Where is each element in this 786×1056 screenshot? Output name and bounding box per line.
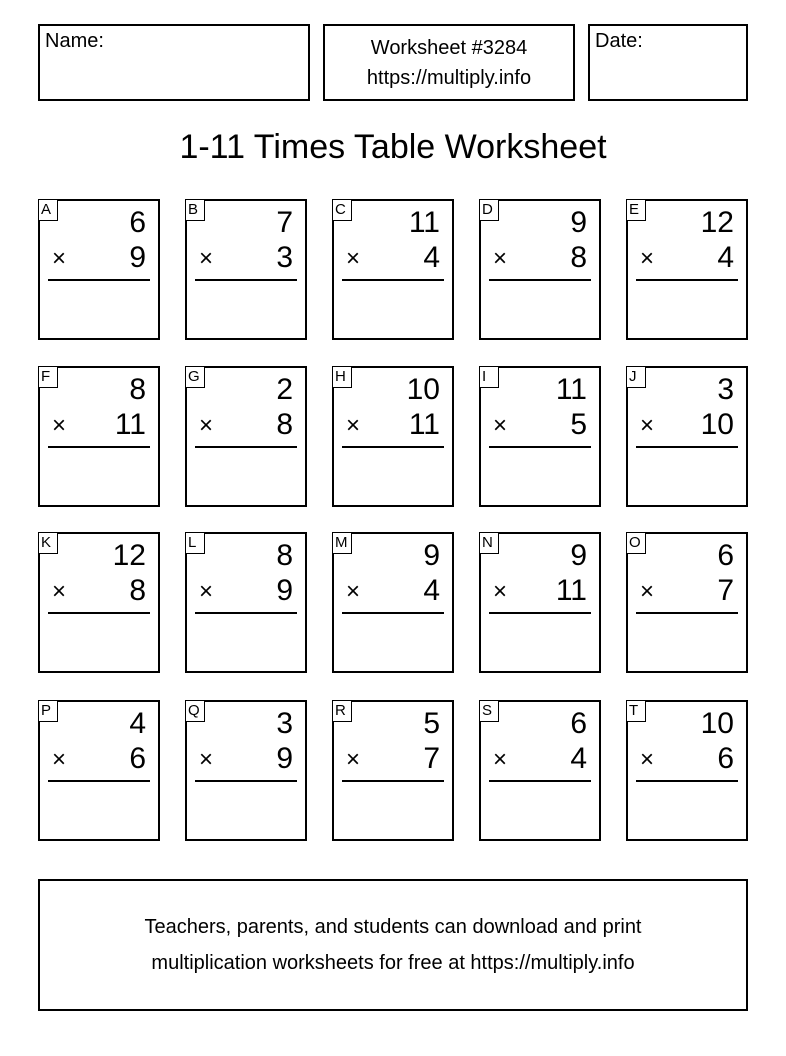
multiply-sign: × <box>493 746 508 773</box>
multiplier: 8 <box>129 574 146 607</box>
problem-letter: E <box>626 199 646 221</box>
name-label: Name: <box>45 30 104 52</box>
problem-card[interactable] <box>332 532 454 673</box>
problem-letter: O <box>626 532 646 554</box>
multiply-sign: × <box>52 746 67 773</box>
multiplier: 4 <box>423 241 440 274</box>
multiplier: 11 <box>114 408 146 441</box>
problem-letter: R <box>332 700 352 722</box>
problem-letter: J <box>626 366 646 388</box>
multiplicand: 7 <box>276 206 293 239</box>
answer-line <box>48 780 150 782</box>
problem-card[interactable] <box>185 700 307 841</box>
problem-card[interactable] <box>479 366 601 507</box>
problem-letter: S <box>479 700 499 722</box>
problem-card[interactable] <box>479 199 601 340</box>
problem-letter: I <box>479 366 499 388</box>
problem-letter: Q <box>185 700 205 722</box>
multiply-sign: × <box>346 245 361 272</box>
problem-card[interactable] <box>38 700 160 841</box>
problem-card[interactable] <box>626 199 748 340</box>
problem-letter: M <box>332 532 352 554</box>
problem-card[interactable] <box>626 366 748 507</box>
problem-card[interactable] <box>38 532 160 673</box>
problem-card[interactable] <box>479 532 601 673</box>
multiply-sign: × <box>346 746 361 773</box>
footer-box <box>38 879 748 1011</box>
worksheet-info-box <box>323 24 575 101</box>
date-field-box[interactable] <box>588 24 748 101</box>
multiplier: 8 <box>276 408 293 441</box>
answer-line <box>195 279 297 281</box>
multiplicand: 12 <box>112 539 146 572</box>
multiplier: 4 <box>570 742 587 775</box>
multiplier: 11 <box>555 574 587 607</box>
multiplier: 3 <box>276 241 293 274</box>
answer-line <box>195 780 297 782</box>
answer-line <box>489 780 591 782</box>
problem-card[interactable] <box>38 366 160 507</box>
multiply-sign: × <box>493 578 508 605</box>
problem-letter: C <box>332 199 352 221</box>
multiplier: 6 <box>717 742 734 775</box>
answer-line <box>48 446 150 448</box>
multiply-sign: × <box>640 245 655 272</box>
multiply-sign: × <box>199 746 214 773</box>
problem-card[interactable] <box>332 199 454 340</box>
multiplier: 8 <box>570 241 587 274</box>
answer-line <box>195 446 297 448</box>
problem-letter: P <box>38 700 58 722</box>
answer-line <box>48 612 150 614</box>
problem-letter: T <box>626 700 646 722</box>
multiplicand: 10 <box>700 707 734 740</box>
multiplicand: 6 <box>717 539 734 572</box>
multiply-sign: × <box>640 412 655 439</box>
multiply-sign: × <box>346 412 361 439</box>
answer-line <box>342 780 444 782</box>
multiplicand: 8 <box>129 373 146 406</box>
multiplicand: 11 <box>555 373 587 406</box>
multiplier: 5 <box>570 408 587 441</box>
answer-line <box>489 279 591 281</box>
problem-letter: F <box>38 366 58 388</box>
problem-letter: D <box>479 199 499 221</box>
multiply-sign: × <box>346 578 361 605</box>
multiplier: 7 <box>423 742 440 775</box>
footer-text-line-2: multiplication worksheets for free at https://multiply.info <box>151 952 635 974</box>
answer-line <box>636 612 738 614</box>
multiplicand: 10 <box>406 373 440 406</box>
problem-letter: K <box>38 532 58 554</box>
problem-letter: N <box>479 532 499 554</box>
multiply-sign: × <box>199 578 214 605</box>
answer-line <box>636 279 738 281</box>
multiplicand: 6 <box>129 206 146 239</box>
multiplier: 10 <box>700 408 734 441</box>
worksheet-url: https://multiply.info <box>366 67 532 89</box>
name-field-box[interactable] <box>38 24 310 101</box>
problem-letter: L <box>185 532 205 554</box>
multiply-sign: × <box>52 245 67 272</box>
multiplicand: 12 <box>700 206 734 239</box>
answer-line <box>342 279 444 281</box>
problem-card[interactable] <box>332 366 454 507</box>
multiply-sign: × <box>493 412 508 439</box>
problem-card[interactable] <box>626 700 748 841</box>
multiply-sign: × <box>640 746 655 773</box>
multiply-sign: × <box>52 578 67 605</box>
multiplicand: 9 <box>570 206 587 239</box>
multiplicand: 3 <box>276 707 293 740</box>
page-title: 1-11 Times Table Worksheet <box>179 128 607 166</box>
problem-letter: A <box>38 199 58 221</box>
multiplicand: 9 <box>570 539 587 572</box>
problem-letter: H <box>332 366 352 388</box>
multiplicand: 4 <box>129 707 146 740</box>
problem-card[interactable] <box>185 532 307 673</box>
problem-card[interactable] <box>332 700 454 841</box>
problem-card[interactable] <box>185 199 307 340</box>
multiplier: 7 <box>717 574 734 607</box>
multiplicand: 9 <box>423 539 440 572</box>
multiplicand: 6 <box>570 707 587 740</box>
problem-card[interactable] <box>38 199 160 340</box>
answer-line <box>195 612 297 614</box>
multiplier: 9 <box>276 742 293 775</box>
answer-line <box>342 612 444 614</box>
multiply-sign: × <box>199 412 214 439</box>
multiplicand: 8 <box>276 539 293 572</box>
answer-line <box>636 446 738 448</box>
multiply-sign: × <box>640 578 655 605</box>
multiplicand: 2 <box>276 373 293 406</box>
multiply-sign: × <box>199 245 214 272</box>
multiplier: 9 <box>129 241 146 274</box>
multiplicand: 3 <box>717 373 734 406</box>
problem-card[interactable] <box>185 366 307 507</box>
problem-card[interactable] <box>626 532 748 673</box>
footer-text-line-1: Teachers, parents, and students can download and print <box>144 916 642 938</box>
answer-line <box>48 279 150 281</box>
multiplier: 4 <box>717 241 734 274</box>
problem-letter: G <box>185 366 205 388</box>
multiplier: 11 <box>408 408 440 441</box>
multiplicand: 5 <box>423 707 440 740</box>
answer-line <box>489 446 591 448</box>
multiply-sign: × <box>493 245 508 272</box>
answer-line <box>489 612 591 614</box>
multiplier: 4 <box>423 574 440 607</box>
multiplier: 9 <box>276 574 293 607</box>
multiplicand: 11 <box>408 206 440 239</box>
answer-line <box>342 446 444 448</box>
multiply-sign: × <box>52 412 67 439</box>
multiplier: 6 <box>129 742 146 775</box>
problem-card[interactable] <box>479 700 601 841</box>
problem-letter: B <box>185 199 205 221</box>
date-label: Date: <box>595 30 643 52</box>
answer-line <box>636 780 738 782</box>
worksheet-number: Worksheet #3284 <box>370 37 528 59</box>
